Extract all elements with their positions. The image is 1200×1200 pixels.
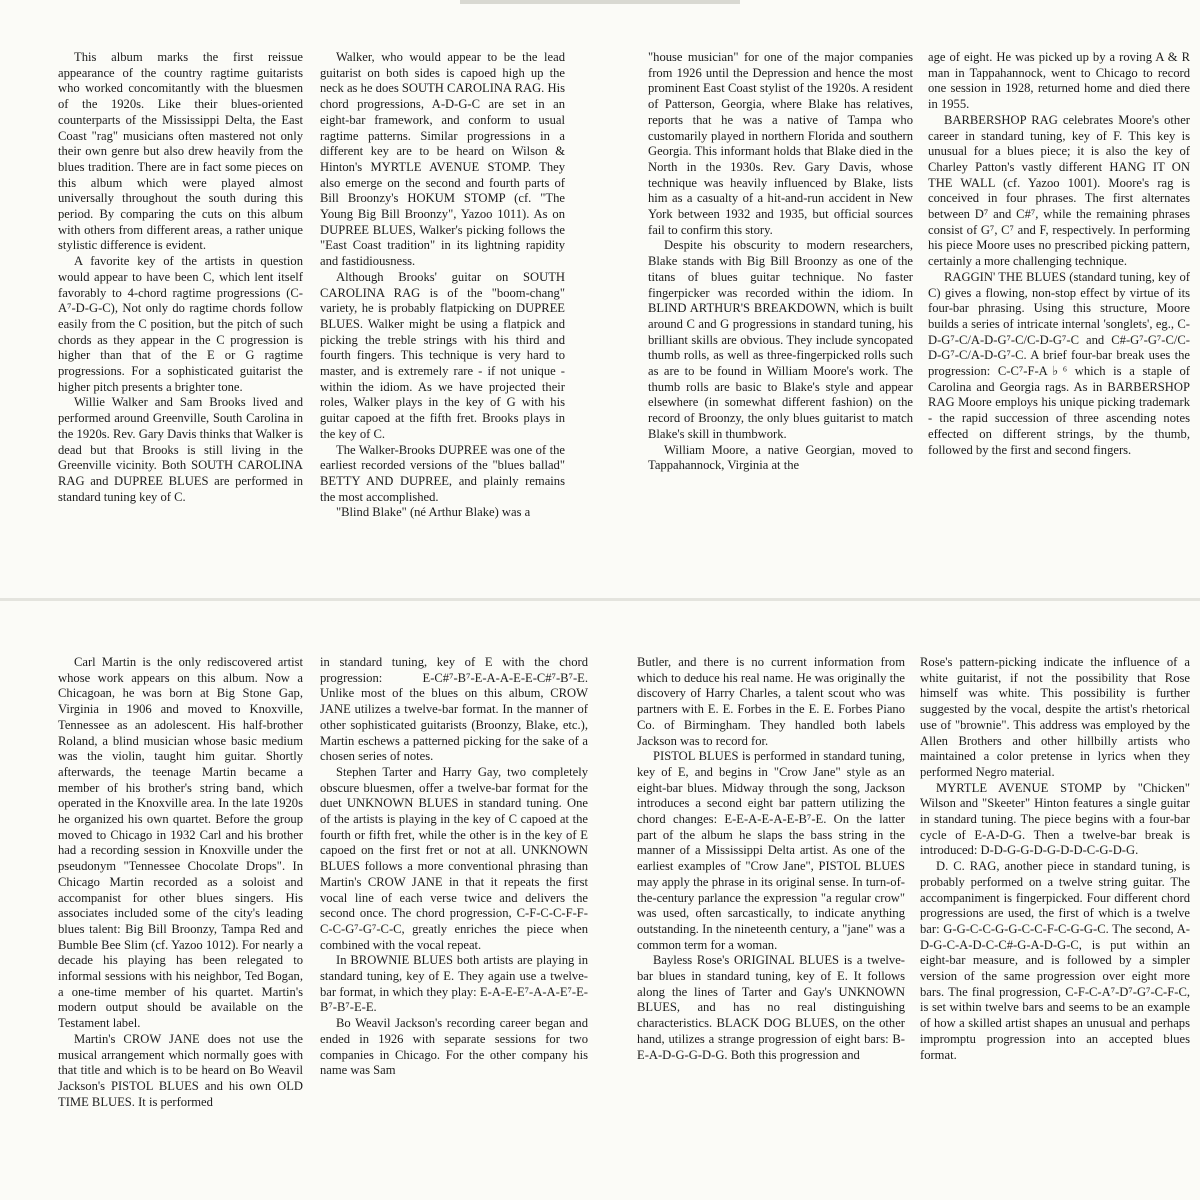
paragraph: Although Brooks' guitar on SOUTH CAROLINA RAG is of the "boom-chang" variety, he is probably flatpicking on DUPREE BLUES. Walker might be using a flatpick and picking the treble strings with his third and fourth fingers. This technique is very hard to master, and is extremely rare - if not unique - within the idiom. As we have projected their roles, Walker plays in the key of G with his guitar capoed at the fifth fret. Brooks plays in the key of C.	[320, 269, 565, 441]
paragraph: Carl Martin is the only rediscovered artist whose work appears on this album. Now a Chicagoan, he was born at Big Stone Gap, Virginia in 1906 and moved to Knoxville, Tennessee as an adolescent. His half-brother Roland, a blind musician whose basic medium was the violin, taught him guitar. Shortly afterwards, the teenage Martin became a member of his brother's string band, which operated in the Knoxville area. In the late 1920s he organized his own quartet. Before the group moved to Chicago in 1932 Carl and his brother had a recording session in Knoxville under the pseudonym "Tennessee Chocolate Drops". In Chicago Martin recorded as a soloist and accompanist for other blues singers. His associates included some of the city's leading blues talent: Big Bill Broonzy, Tampa Red and Bumble Bee Slim (cf. Yazoo 1012). For nearly a decade his playing has been relegated to informal sessions with his neighbor, Ted Bogan, a one-time member of his quartet. Martin's modern output should be available on the Testament label.	[58, 655, 303, 1031]
paragraph: Willie Walker and Sam Brooks lived and performed around Greenville, South Carolina in the 1920s. Rev. Gary Davis thinks that Walker is dead but that Brooks is still living in the Greenville vicinity. Both SOUTH CAROLINA RAG and DUPREE BLUES are performed in standard tuning key of C.	[58, 395, 303, 504]
paragraph: PISTOL BLUES is performed in standard tuning, key of E, and begins in "Crow Jane" style as an eight-bar blues. Midway through the song, Jackson introduces a second eight bar pattern utilizing the chord changes: E-E-A-E-A-E-B⁷-E. On the latter part of the album he slaps the bass string in the manner of a Mississippi Delta artist. As one of the earliest examples of "Crow Jane", PISTOL BLUES may apply the phrase in its original sense. In turn-of-the-century parlance the expression "a regular crow" was used, often sarcastically, to indicate anything outstanding. In the nineteenth century, a "jane" was a common term for a woman.	[637, 749, 905, 952]
bottom-liner-panel	[0, 600, 1200, 1200]
text-column-3	[648, 50, 913, 595]
paragraph: William Moore, a native Georgian, moved to Tappahannock, Virginia at the	[648, 442, 913, 473]
paragraph: in standard tuning, key of E with the chord progression: E-C#⁷-B⁷-E-A-A-E-E-C#⁷-B⁷-E. Unlike most of the blues on this album, CROW JANE utilizes a twelve-bar format. In the manner of other sophisticated guitarists (Broonzy, Blake, etc.), Martin eschews a patterned picking for the sake of a chosen series of notes.	[320, 655, 588, 764]
paragraph: "Blind Blake" (né Arthur Blake) was a	[336, 505, 531, 520]
text-column-2	[320, 50, 565, 595]
text-column-4	[928, 50, 1190, 595]
paragraph: Rose's pattern-picking indicate the influence of a white guitarist, if not the possibility that Rose himself was white. This possibility is further suggested by the vocal, despite the artist's rhetorical use of "brownie". This address was employed by the Allen Brothers and other hillbilly artists who maintained a color pretense in lyrics when they performed Negro material.	[920, 655, 1190, 779]
paragraph: RAGGIN' THE BLUES (standard tuning, key of C) gives a flowing, non-stop effect by virtue of its four-bar phrasing. Using this structure, Moore builds a series of intricate internal 'songlets', eg., C-D-G⁷-C/A-D-G⁷-C/C-D-G⁷-C and C#-G⁷-G⁷-C/C-D-G⁷-C/A-D-G⁷-C. A brief four-bar break uses the progression: C-C⁷-F-A♭⁶ which is a staple of Carolina and Georgia rags. As in BARBERSHOP RAG Moore employs his unique picking trademark - the rapid succession of three ascending notes effected on different strings, by the thumb, followed by the first and second fingers.	[928, 269, 1190, 457]
paragraph: The Walker-Brooks DUPREE was one of the earliest recorded versions of the "blues ballad" BETTY AND DUPREE, and plainly remains the most accomplished.	[320, 442, 565, 504]
paragraph: Bo Weavil Jackson's recording career began and ended in 1926 with separate sessions for two companies in Chicago. For the other company his name was Sam	[320, 1016, 588, 1078]
paragraph: In BROWNIE BLUES both artists are playing in standard tuning, key of E. They again use a twelve-bar format, in which they play: E-A-E-E⁷-A-A-E⁷-E-B⁷-B⁷-E-E.	[320, 953, 588, 1015]
paragraph: BARBERSHOP RAG celebrates Moore's other career in standard tuning, key of F. This key is unusual for a blues piece; it is also the key of Charley Patton's vastly different HANG IT ON THE WALL (cf. Yazoo 1001). Moore's rag is conceived in four phrases. The first alternates between D⁷ and C#⁷, while the remaining phrases consist of G⁷, C⁷ and F, respectively. In performing his piece Moore uses no prescribed picking pattern, certainly a more challenging technique.	[928, 112, 1190, 269]
text-column-7	[637, 655, 905, 1195]
paragraph: MYRTLE AVENUE STOMP by "Chicken" Wilson and "Skeeter" Hinton features a single guitar in standard tuning. The piece begins with a four-bar cycle of E-A-D-G. Then a twelve-bar break is introduced: D-D-G-G-D-G-D-D-C-G-D-G.	[920, 780, 1190, 858]
paragraph: Despite his obscurity to modern researchers, Blake stands with Big Bill Broonzy as one of the titans of blues guitar technique. No faster fingerpicker was recorded within the idiom. In BLIND ARTHUR'S BREAKDOWN, which is built around C and G progressions in standard tuning, his brilliant skills are obvious. They include syncopated thumb rolls, as well as three-fingerpicked rolls such as are to be found in William Moore's work. The thumb rolls are basic to Blake's style and appear elsewhere (in somewhat different fashion) on the record of Broonzy, the only blues guitarist to match Blake's skill in thumbwork.	[648, 238, 913, 441]
paragraph: age of eight. He was picked up by a roving A & R man in Tappahannock, went to Chicago to record one session in 1928, returned home and died there in 1955.	[928, 50, 1190, 112]
paragraph: "house musician" for one of the major companies from 1926 until the Depression and hence the most prominent East Coast stylist of the 1920s. A resident of Patterson, Georgia, where Blake has relatives, reports that he was a native of Tampa who customarily played in northern Florida and southern Georgia. This informant holds that Blake died in the North in the 1930s. Rev. Gary Davis, whose technique was heavily influenced by Blake, lists him as a casualty of a hit-and-run accident in New York between 1932 and 1935, but official sources fail to confirm this story.	[648, 50, 913, 237]
paragraph: Martin's CROW JANE does not use the musical arrangement which normally goes with that title and which is to be heard on Bo Weavil Jackson's PISTOL BLUES and his own OLD TIME BLUES. It is performed	[58, 1031, 303, 1109]
paragraph: Butler, and there is no current information from which to deduce his real name. He was originally the discovery of Harry Charles, a talent scout who was partners with E. E. Forbes in the E. E. Forbes Piano Co. of Birmingham. They handled both labels Jackson was to record for.	[637, 655, 905, 748]
paragraph: This album marks the first reissue appearance of the country ragtime guitarists who worked concomitantly with the bluesmen of the 1920s. Like their blues-oriented counterparts of the Mississippi Delta, the East Coast "rag" musicians often mastered not only their own genre but also drew heavily from the blues tradition. There are in fact some pieces on this album which were played almost universally throughout the south during this period. By comparing the cuts on this album with others from different areas, a rather unique stylistic difference is evident.	[58, 50, 303, 253]
text-column-5	[58, 655, 303, 1195]
text-column-1	[58, 50, 303, 595]
paragraph: Walker, who would appear to be the lead guitarist on both sides is capoed high up the neck as he does SOUTH CAROLINA RAG. His chord progressions, A-D-G-C are set in an eight-bar framework, and conform to usual ragtime patterns. Similar progressions in a different key are to be heard on Wilson & Hinton's MYRTLE AVENUE STOMP. They also emerge on the second and fourth parts of Bill Broonzy's HOKUM STOMP (cf. "The Young Big Bill Broonzy", Yazoo 1011). As on DUPREE BLUES, Walker's picking follows the "East Coast tradition" in its lightning rapidity and fastidiousness.	[320, 50, 565, 269]
paragraph: Stephen Tarter and Harry Gay, two completely obscure bluesmen, offer a twelve-bar format for the duet UNKNOWN BLUES in standard tuning. One of the artists is playing in the key of C capoed at the fourth or fifth fret, while the other is in the key of E capoed on the first fret or not at all. UNKNOWN BLUES follows a more conventional phrasing than Martin's CROW JANE in that it repeats the first vocal line of each verse twice and delivers the second once. The chord progression, C-F-C-C-F-F-C-C-G⁷-G⁷-C-C, greatly enriches the piece when combined with the vocal repeat.	[320, 764, 588, 952]
paragraph: D. C. RAG, another piece in standard tuning, is probably performed on a twelve string guitar. The accompaniment is fingerpicked. Four different chord progressions are used, the first of which is a twelve bar: G-G-C-C-G-G-C-C-F-C-G-G-C. The second, A-D-G-C-A-D-C-C#-G-A-D-G-C, is put within an eight-bar measure, and is followed by a simpler version of the same progression over eight more bars. The final progression, C-F-C-A⁷-D⁷-G⁷-C-F-C, is set within twelve bars and seems to be an example of how a skilled artist shapes an unusual and perhaps impromptu progression into an accepted blues format.	[920, 859, 1190, 1062]
paragraph: Bayless Rose's ORIGINAL BLUES is a twelve-bar blues in standard tuning, key of E. It follows along the lines of Tarter and Gay's UNKNOWN BLUES, and has no real distinguishing characteristics. BLACK DOG BLUES, on the other hand, utilizes a strange progression of eight bars: B-E-A-D-G-G-D-G. Both this progression and	[637, 953, 905, 1062]
paragraph: A favorite key of the artists in question would appear to have been C, which lent itself favorably to 4-chord ragtime progressions (C-A⁷-D-G-C), Not only do ragtime chords follow easily from the C position, but the pitch of such chords as they appear in the C progression is higher than that of the E or G ragtime progressions. For a sophisticated guitarist the higher pitch presents a brighter tone.	[58, 254, 303, 394]
text-column-6	[320, 655, 588, 1195]
text-column-8	[920, 655, 1190, 1195]
